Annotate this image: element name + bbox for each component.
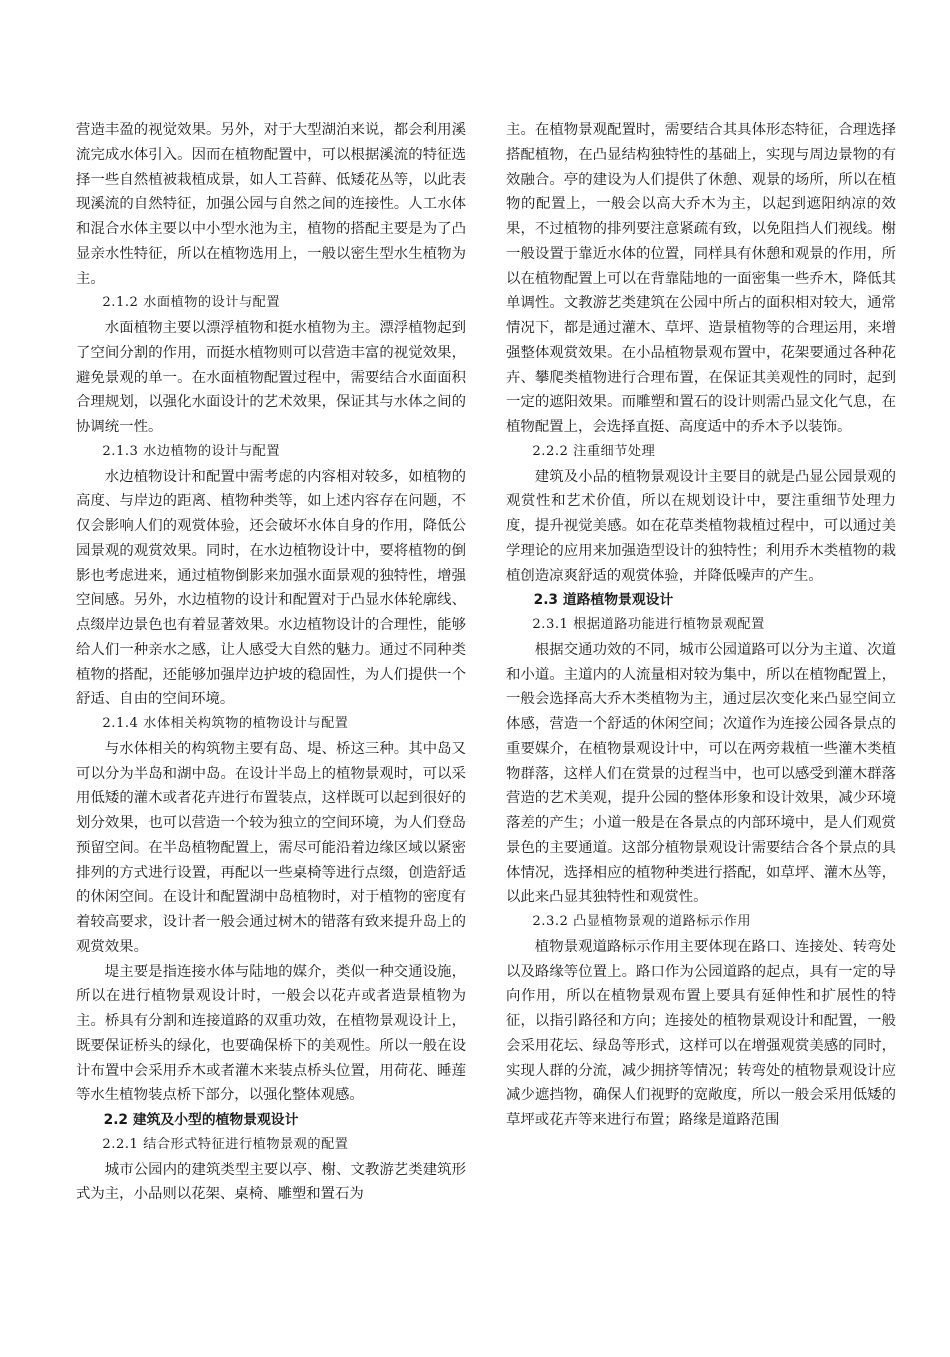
section-heading-2-3-2: 2.3.2 凸显植物景观的道路标示作用 — [532, 914, 752, 929]
section-heading-2-3-1: 2.3.1 根据道路功能进行植物景观配置 — [532, 617, 765, 632]
paragraph: 根据交通功效的不同，城市公园道路可以分为主道、次道和小道。主道内的人流量相对较为集中，所以在植物配置上，一般会选择高大乔木类植物为主，通过层次变化来凸显空间立体感，营造一个舒适的休闲空间；次道作为连接公园各景点的重要媒介，在植物景观设计中，可以在两旁栽植一些灌木类植物群落，这样人们在赏景的过程当中，也可以感受到灌木群落营造的艺术美观，提升公园的整体形象和设计效果，减少环境落差的产生；小道一般是在各景点的内部环境中，是人们观赏景色的主要通道。这部分植物景观设计需要结合各个景点的具体情况，选择相应的植物种类进行搭配，如草坪、灌木丛等，以此来凸显其独特性和观赏性。 — [506, 641, 896, 906]
section-heading-2-2-2: 2.2.2 注重细节处理 — [532, 443, 656, 459]
paragraph: 堤主要是指连接水体与陆地的媒介，类似一种交通设施，所以在进行植物景观设计时，一般会以花卉或者造景植物为主。桥具有分割和连接道路的双重功效，在植物景观设计上，既要保证桥头的绿化，也要确保桥下的美观性。所以一般在设计布置中会采用乔木或者灌木来装点桥头位置，用荷花、睡莲等水生植物装点桥下部分，以强化整体观感。 — [76, 963, 466, 1104]
section-heading-2-2: 2.2 建筑及小型的植物景观设计 — [103, 1112, 299, 1128]
paragraph: 水边植物设计和配置中需考虑的内容相对较多，如植物的高度、与岸边的距离、植物种类等，如上述内容存在问题，不仅会影响人们的观赏体验，还会破坏水体自身的作用，降低公园景观的观赏效果。同时，在水边植物设计中，要将植物的倒影也考虑进来，通过植物倒影来加强水面景观的独特性，增强空间感。另外，水边植物的设计和配置对于凸显水体轮廓线、点缀岸边景色也有着显著效果。水边植物设计的合理性，能够给人们一种亲水之感，让人感受大自然的魅力。通过不同种类植物的搭配，还能够加强岸边护坡的稳固性，为人们提供一个舒适、自由的空间环境。 — [76, 468, 466, 708]
paragraph: 与水体相关的构筑物主要有岛、堤、桥这三种。其中岛又可以分为半岛和湖中岛。在设计半岛上的植物景观时，可以采用低矮的灌木或者花卉进行布置装点，这样既可以起到很好的划分效果，也可以营造一个较为独立的空间环境，为人们登岛预留空间。在半岛植物配置上，需尽可能沿着边缘区域以紧密排列的方式进行设置，再配以一些桌椅等进行点缀，创造舒适的休闲空间。在设计和配置湖中岛植物时，对于植物的密度有着较高要求，设计者一般会通过树木的错落有致来提升岛上的观赏效果。 — [76, 740, 466, 955]
paragraph: 城市公园内的建筑类型主要以亭、榭、文教游艺类建筑形式为主，小品则以花架、桌椅、雕塑和置石为 — [76, 1161, 466, 1203]
section-heading-2-2-1: 2.2.1 结合形式特征进行植物景观的配置 — [102, 1136, 349, 1152]
paragraph: 水面植物主要以漂浮植物和挺水植物为主。漂浮植物起到了空间分割的作用，而挺水植物则可以营造丰富的视觉效果，避免景观的单一。在水面植物配置过程中，需要结合水面面积合理规划，以强化水面设计的艺术效果，保证其与水体之间的协调统一性。 — [76, 320, 466, 435]
paragraph: 营造丰盈的视觉效果。另外，对于大型湖泊来说，都会利用溪流完成水体引入。因而在植物配置中，可以根据溪流的特征选择一些自然植被栽植成景，如人工苔藓、低矮花丛等，以此表现溪流的自然特征，加强公园与自然之间的连接性。人工水体和混合水体主要以中小型水池为主，植物的搭配主要是为了凸显亲水性特征，所以在植物选用上，一般以密生型水生植物为主。 — [76, 122, 466, 287]
section-heading-2-1-3: 2.1.3 水边植物的设计与配置 — [102, 443, 281, 459]
section-heading-2-1-4: 2.1.4 水体相关构筑物的植物设计与配置 — [102, 716, 349, 731]
right-column — [506, 118, 896, 1133]
paragraph: 主。在植物景观配置时，需要结合其具体形态特征，合理选择搭配植物，在凸显结构独特性的基础上，实现与周边景物的有效融合。亭的建设为人们提供了休憩、观景的场所，所以在植物的配置上，一般会以高大乔木为主，以起到遮阳纳凉的效果，不过植物的排列要注意紧疏有致，以免阻挡人们视线。榭一般设置于靠近水体的位置，同样具有休憩和观景的作用，所以在植物配置上可以在背靠陆地的一面密集一些乔木，降低其单调性。文教游艺类建筑在公园中所占的面积相对较大，通常情况下，都是通过灌木、草坪、造景植物等的合理运用，来增强整体观赏效果。在小品植物景观布置中，花架要通过各种花卉、攀爬类植物进行合理布置，在保证其美观性的同时，起到一定的遮阳效果。而雕塑和置石的设计则需凸显文化气息，在植物配置上，会选择直挺、高度适中的乔木予以装饰。 — [506, 122, 896, 435]
paragraph: 植物景观道路标示作用主要体现在路口、连接处、转弯处以及路缘等位置上。路口作为公园道路的起点，具有一定的导向作用，所以在植物景观布置上要具有延伸性和扩展性的特征，以指引路径和方向；连接处的植物景观设计和配置，一般会采用花坛、绿岛等形式，这样可以在增强观赏美感的同时，实现人群的分流，减少拥挤等情况；转弯处的植物景观设计应减少遮挡物，确保人们视野的宽敞度，所以一般会采用低矮的草坪或花卉等来进行布置；路缘是道路范围 — [506, 938, 896, 1128]
section-heading-2-3: 2.3 道路植物景观设计 — [533, 592, 674, 609]
section-heading-2-1-2: 2.1.2 水面植物的设计与配置 — [102, 295, 281, 311]
left-column — [76, 118, 466, 1207]
paragraph: 建筑及小品的植物景观设计主要目的就是凸显公园景观的观赏性和艺术价值，所以在规划设计中，要注重细节处理力度，提升视觉美感。如在花草类植物栽植过程中，可以通过美学理论的应用来加强造型设计的独特性；利用乔木类植物的栽植创造凉爽舒适的观赏体验，并降低噪声的产生。 — [506, 468, 896, 584]
